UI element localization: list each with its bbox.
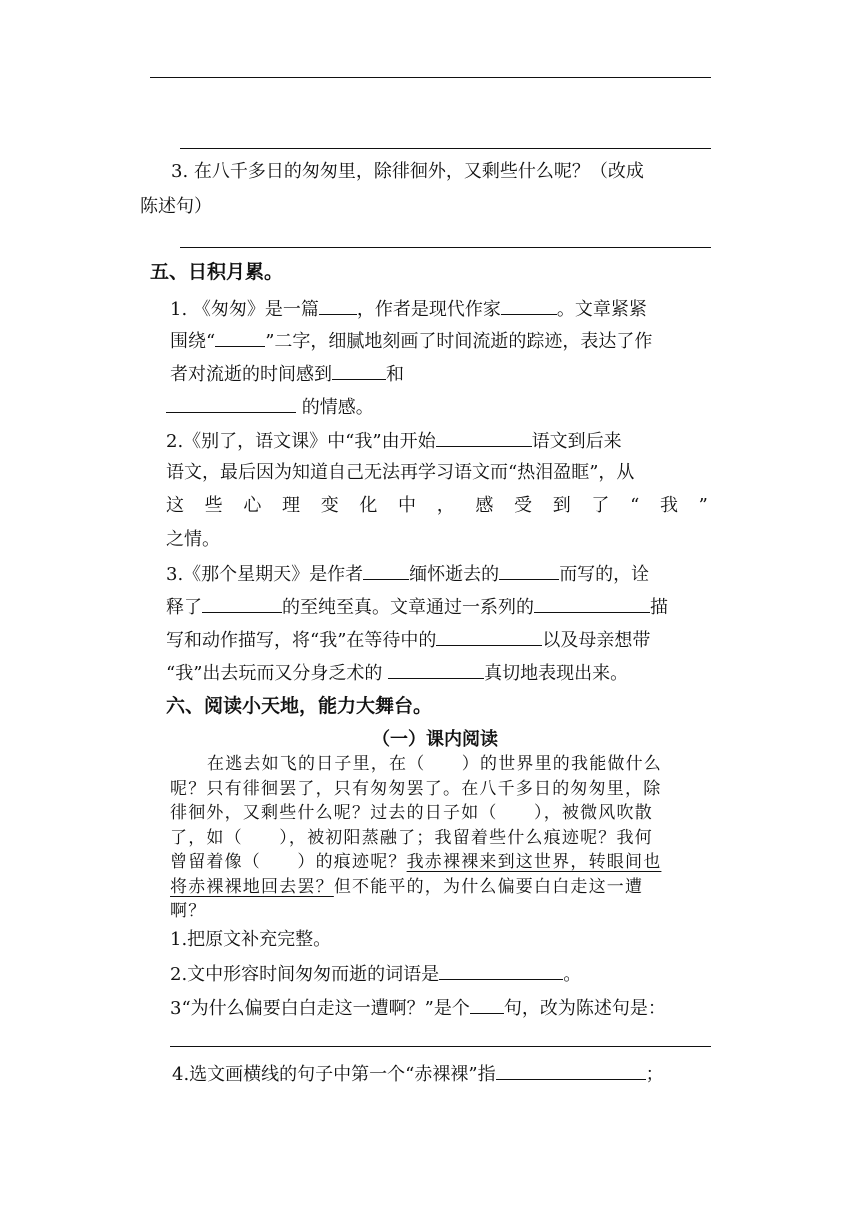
blank[interactable] — [436, 627, 542, 646]
blank[interactable] — [470, 995, 504, 1014]
passage-line: 啊？ — [170, 901, 207, 921]
blank[interactable] — [499, 561, 559, 580]
section-6-heading: 六、阅读小天地，能力大舞台。 — [166, 695, 433, 717]
blank[interactable] — [436, 428, 532, 447]
item-2-line1: 2.《别了，语文课》中“我”由开始 语文到后来 — [166, 428, 622, 454]
passage-line: 了，如（ ），被初阳蒸融了；我留着些什么痕迹呢？我何 — [170, 828, 653, 848]
blank[interactable] — [202, 594, 282, 613]
passage-line: 曾留着像（ ）的痕迹呢？我赤裸裸来到这世界，转眼间也 — [170, 852, 662, 872]
item-3-line4: “我”出去玩而又分身乏术的 真切地表现出来。 — [166, 660, 628, 686]
reading-question-1: 1.把原文补充完整。 — [170, 929, 332, 950]
item-2-line4: 之情。 — [166, 529, 220, 550]
answer-line[interactable] — [180, 148, 711, 149]
blank[interactable] — [166, 394, 296, 413]
answer-line[interactable] — [150, 77, 711, 78]
passage-line: 在逃去如飞的日子里，在（ ）的世界里的我能做什么 — [207, 754, 662, 774]
item-1-line2: 围绕“ ”二字，细腻地刻画了时间流逝的踪迹，表达了作 — [170, 328, 652, 354]
passage-line: 徘徊外，又剩些什么呢？过去的日子如（ ），被微风吹散 — [170, 803, 653, 823]
item-2-line3: 这 些 心 理 变 化 中 ， 感 受 到 了 “ 我 ” — [166, 495, 708, 516]
section-5-heading: 五、日积月累。 — [150, 261, 284, 283]
passage-line: 呢？只有徘徊罢了，只有匆匆罢了。在八千多日的匆匆里，除 — [170, 779, 662, 799]
reading-question-2: 2.文中形容时间匆匆而逝的词语是 。 — [170, 961, 581, 987]
blank[interactable] — [496, 1061, 646, 1080]
blank[interactable] — [501, 296, 557, 315]
item-3-line3: 写和动作描写，将“我”在等待中的 以及母亲想带 — [166, 627, 650, 653]
subsection-heading: （一）课内阅读 — [372, 729, 498, 750]
underlined-sentence: 将赤裸裸地回去罢？ — [170, 877, 334, 897]
item-1-line3: 者对流逝的时间感到 和 — [170, 361, 404, 387]
passage-line: 将赤裸裸地回去罢？但不能平的，为什么偏要白白走这一遭 — [170, 877, 644, 897]
question-3-line1: 3. 在八千多日的匆匆里，除徘徊外，又剩些什么呢？（改成 — [171, 161, 644, 182]
blank[interactable] — [439, 961, 563, 980]
blank[interactable] — [332, 361, 386, 380]
reading-question-4: 4.选文画横线的句子中第一个“赤裸裸”指 ； — [172, 1061, 664, 1087]
item-3-line1: 3.《那个星期天》是作者 缅怀逝去的 而写的，诠 — [166, 561, 649, 587]
answer-line[interactable] — [180, 247, 711, 248]
item-3-line2: 释了 的至纯至真。文章通过一系列的 描 — [166, 594, 668, 620]
answer-line[interactable] — [170, 1046, 711, 1047]
reading-question-3: 3“为什么偏要白白走这一遭啊？”是个 句，改为陈述句是： — [170, 995, 666, 1021]
underlined-sentence: 我赤裸裸来到这世界，转眼间也 — [406, 852, 662, 872]
item-1-line4: 的情感。 — [166, 394, 374, 420]
blank[interactable] — [363, 561, 409, 580]
blank[interactable] — [319, 296, 357, 315]
blank[interactable] — [388, 660, 484, 679]
item-1-line1: 1. 《匆匆》是一篇 ，作者是现代作家 。文章紧紧 — [170, 296, 647, 322]
blank[interactable] — [534, 594, 650, 613]
question-3-line2: 陈述句） — [140, 196, 212, 217]
item-2-line2: 语文，最后因为知道自己无法再学习语文而“热泪盈眶”，从 — [166, 462, 635, 483]
blank[interactable] — [215, 328, 265, 347]
